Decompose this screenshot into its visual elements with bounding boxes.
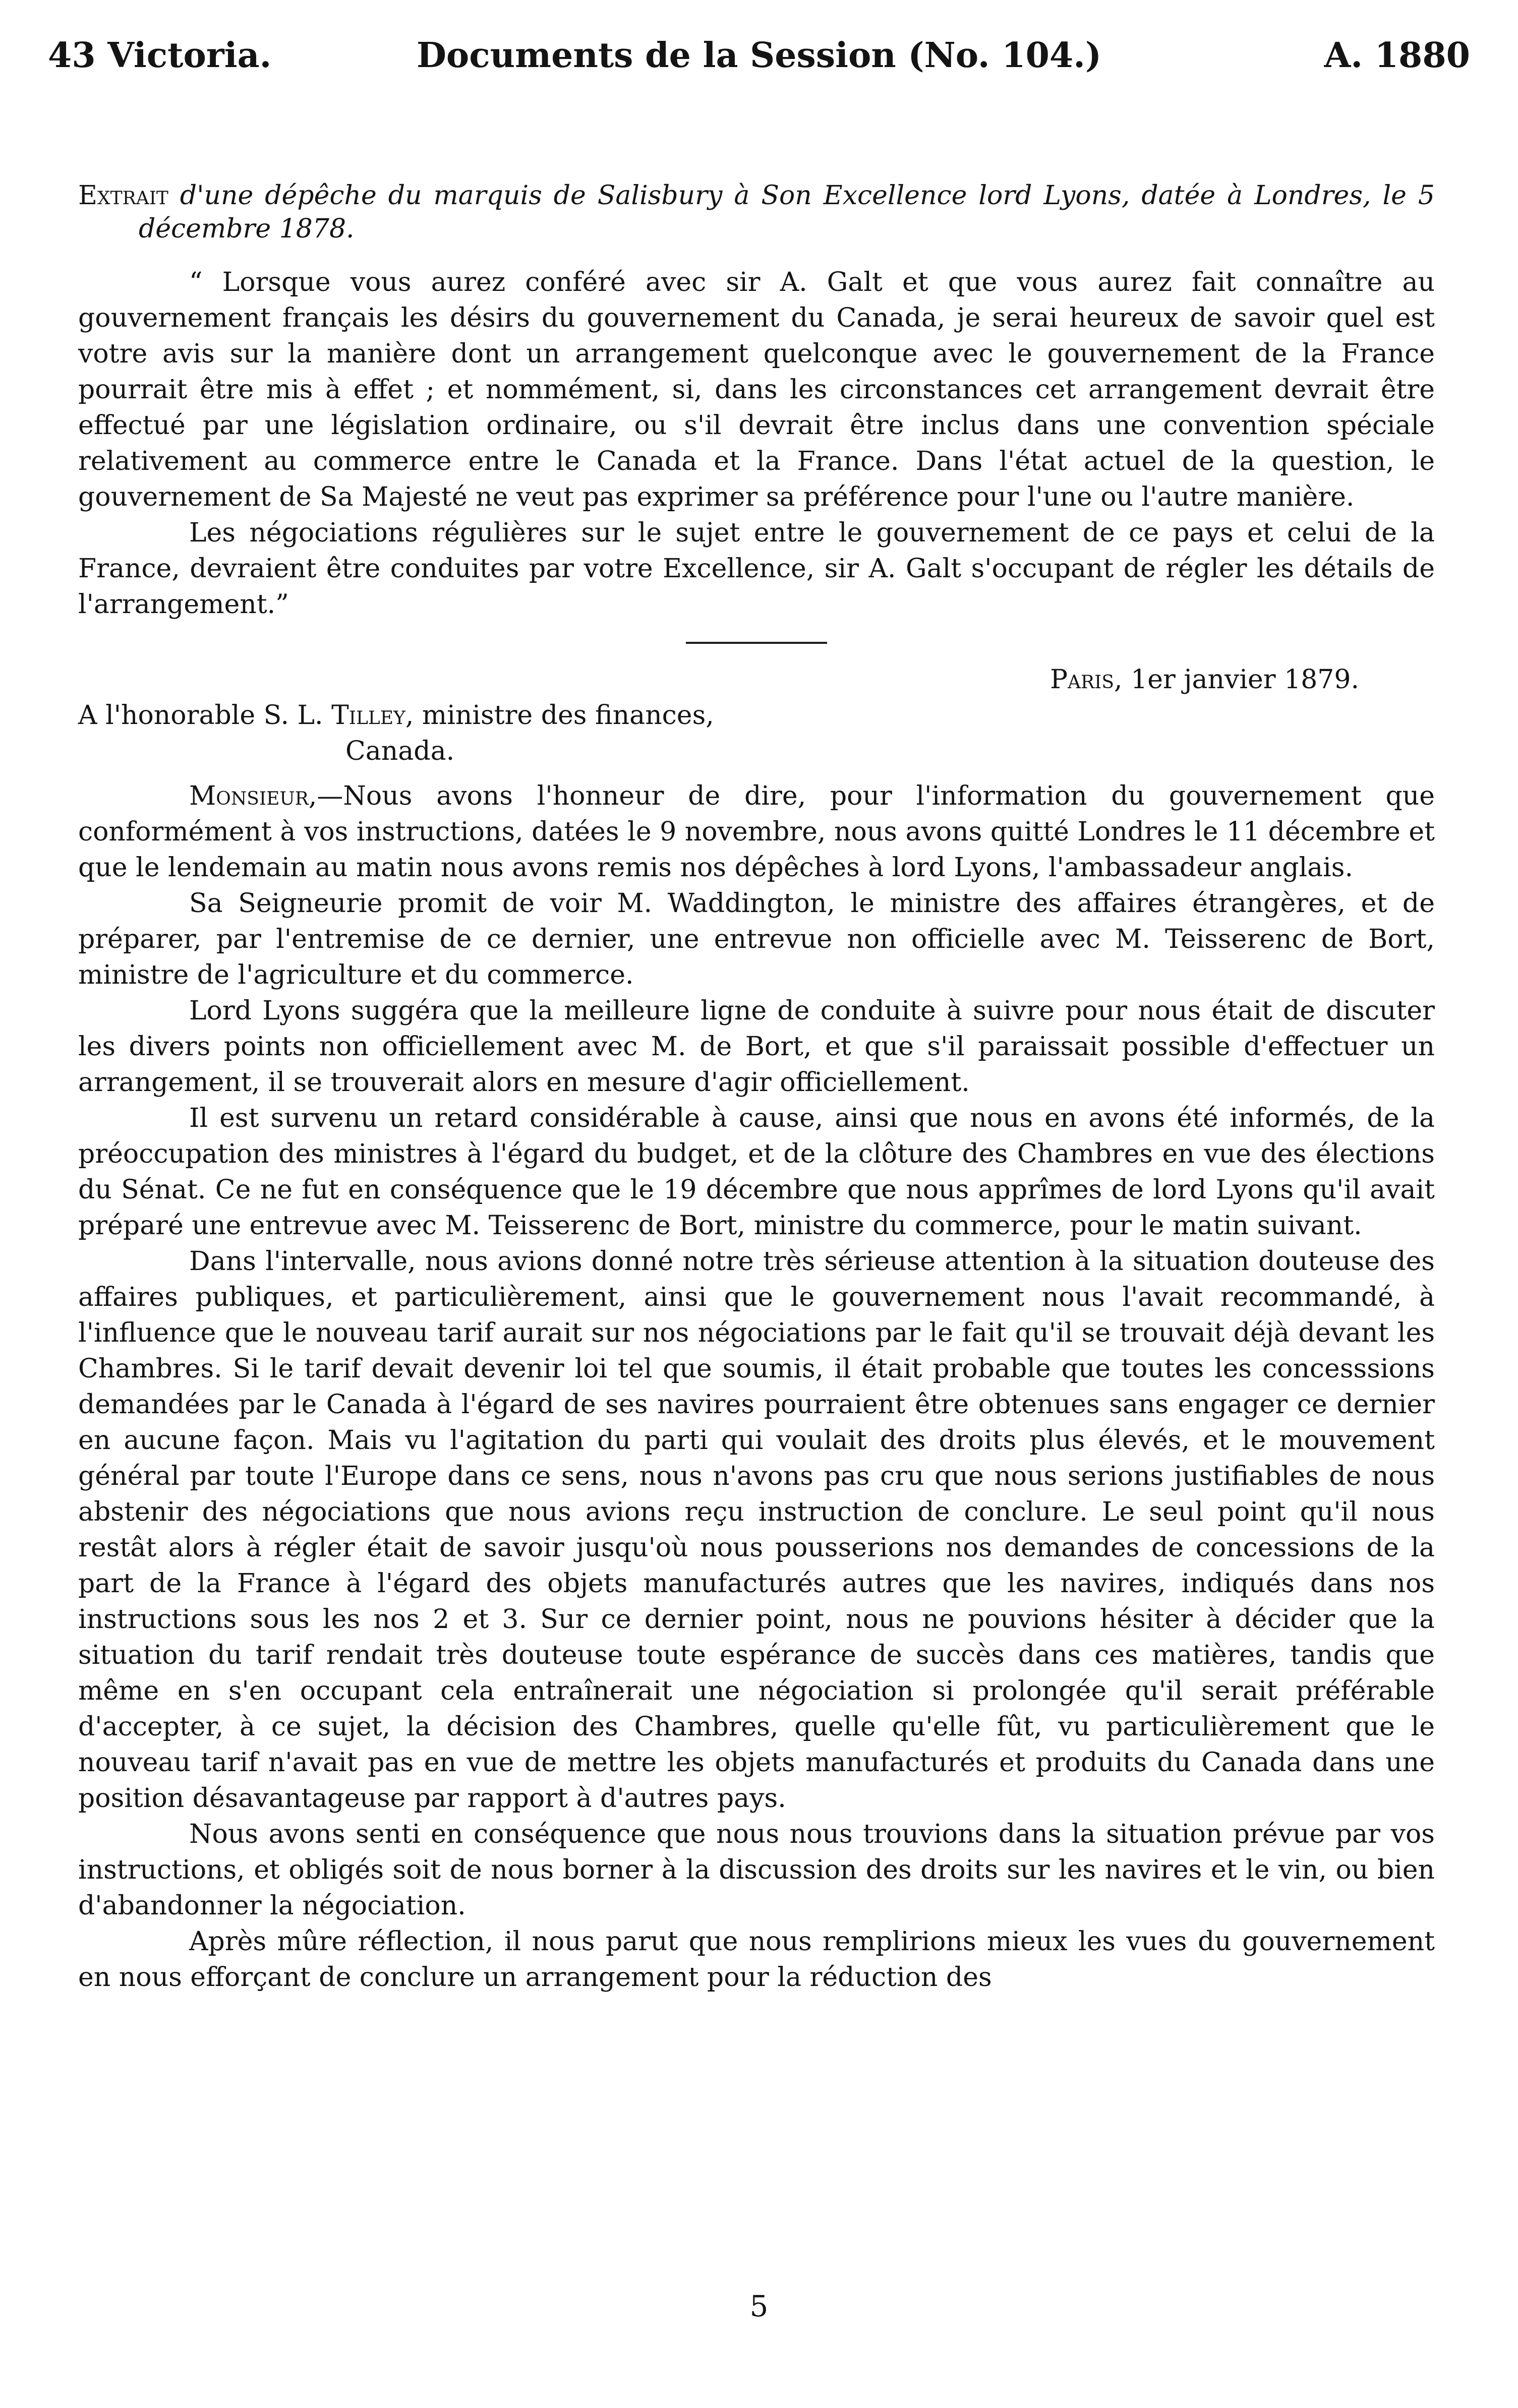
letter-paragraph-1-text: —Nous avons l'honneur de dire, pour l'information du gouvernement que conformément à vos instructions, datées le 9 novembre, nous avons quitté Londres le 11 décembre et que le lendemain au matin nous avons remis nos dépêches à lord Lyons, l'ambassadeur anglais. — [78, 781, 1435, 883]
addressee-prefix: A l'honorable S. L. — [78, 700, 332, 731]
quote-paragraph-1: “ Lorsque vous aurez conféré avec sir A. Galt et que vous aurez fait connaître au gouvernement français les désirs du gouvernement du Canada, je serai heureux de savoir quel est votre avis sur la manière dont un arrangement quelconque avec le gouvernement de la France pourrait être mis à effet ; et nommément, si, dans les circonstances cet arrangement devrait être effectué par une législation ordinaire, ou s'il devrait être inclus dans une convention spéciale relativement au commerce entre le Canada et la France. Dans l'état actuel de la question, le gouvernement de Sa Majesté ne veut pas exprimer sa préférence pour l'une ou l'autre manière. — [78, 267, 1435, 512]
running-header — [48, 35, 1470, 81]
letter-paragraph-3: Lord Lyons suggéra que la meilleure ligne de conduite à suivre pour nous était de discuter les divers points non officiellement avec M. de Bort, et que s'il paraissait possible d'effectuer un arrangement, il se trouverait alors en mesure d'agir officiellement. — [78, 996, 1435, 1098]
page-number: 5 — [749, 2289, 769, 2323]
letter-paragraph-6: Nous avons senti en conséquence que nous nous trouvions dans la situation prévue par vos instructions, et obligés soit de nous borner à la discussion des droits sur les navires et le vin, ou bien d'abandonner la négociation. — [78, 1819, 1435, 1921]
letter-salutation: Monsieur, — [189, 781, 317, 811]
letter-place-date — [78, 662, 1435, 698]
header-session: 43 Victoria. — [48, 35, 272, 76]
letter-paragraph-4: Il est survenu un retard considérable à cause, ainsi que nous en avons été informés, de la préoccupation des ministres à l'égard du budget, et de la clôture des Chambres en vue des élections du Sénat. Ce ne fut en conséquence que le 19 décembre que nous apprîmes de lord Lyons qu'il avait préparé une entrevue avec M. Teisserenc de Bort, ministre du commerce, pour le matin suivant. — [78, 1103, 1435, 1241]
extract-lead: Extrait — [78, 180, 168, 211]
addressee-title: , ministre des finances, — [405, 700, 714, 731]
letter-paragraph-2: Sa Seigneurie promit de voir M. Waddington, le ministre des affaires étrangères, et de préparer, par l'entremise de ce dernier, une entrevue non officielle avec M. Teisserenc de Bort, ministre de l'agriculture et du commerce. — [78, 888, 1435, 990]
letter-paragraph-5: Dans l'intervalle, nous avions donné notre très sérieuse attention à la situation douteuse des affaires publiques, et particulièrement, ainsi que le gouvernement nous l'avait recommandé, à l'influence que le nouveau tarif aurait sur nos négociations par le fait qu'il se trouvait déjà devant les Chambres. Si le tarif devait devenir loi tel que soumis, il était probable que toutes les concesssions demandées par le Canada à l'égard de ses navires pourraient être obtenues sans engager ce dernier en aucune façon. Mais vu l'agitation du parti qui voulait des droits plus élevés, et le mouvement général par toute l'Europe dans ce sens, nous n'avons pas cru que nous serions justifiables de nous abstenir des négociations que nous avions reçu instruction de conclure. Le seul point qu'il nous restât alors à régler était de savoir jusqu'où nous pousserions nos demandes de concessions de la part de la France à l'égard des objets manufacturés autres que les navires, indiqués dans nos instructions sous les nos 2 et 3. Sur ce dernier point, nous ne pouvions hésiter à décider que la situation du tarif rendait très douteuse toute espérance de succès dans ces matières, tandis que même en s'en occupant cela entraînerait une négociation si prolongée qu'il serait préférable d'accepter, à ce sujet, la décision des Chambres, quelle qu'elle fût, vu particulièrement que le nouveau tarif n'avait pas en vue de mettre les objets manufacturés et produits du Canada dans une position désavantageuse par rapport à d'autres pays. — [78, 1246, 1435, 1814]
extract-description: d'une dépêche du marquis de Salisbury à Son Excellence lord Lyons, datée à Londres, le 5 décembre 1878. — [139, 180, 1435, 244]
addressee-name: Tilley — [331, 700, 405, 731]
header-year: A. 1880 — [1324, 35, 1470, 76]
letter-place: Paris, — [1050, 665, 1123, 695]
section-divider — [686, 642, 827, 644]
addressee-country: Canada. — [345, 736, 455, 766]
letter-paragraph-1 — [78, 778, 1435, 886]
letter-date: 1er janvier 1879. — [1122, 665, 1359, 695]
header-title: Documents de la Session (No. 104.) — [416, 35, 1102, 76]
extract-heading — [78, 179, 1435, 246]
letter-paragraph-7: Après mûre réflection, il nous parut que nous remplirions mieux les vues du gouvernement en nous efforçant de conclure un arrangement pour la réduction des — [78, 1927, 1435, 1993]
document-body — [78, 179, 1435, 1996]
letter-addressee — [78, 698, 1435, 769]
quote-paragraph-2: Les négociations régulières sur le sujet entre le gouvernement de ce pays et celui de la France, devraient être conduites par votre Excellence, sir A. Galt s'occupant de régler les détails de l'arrangement.” — [78, 518, 1435, 620]
